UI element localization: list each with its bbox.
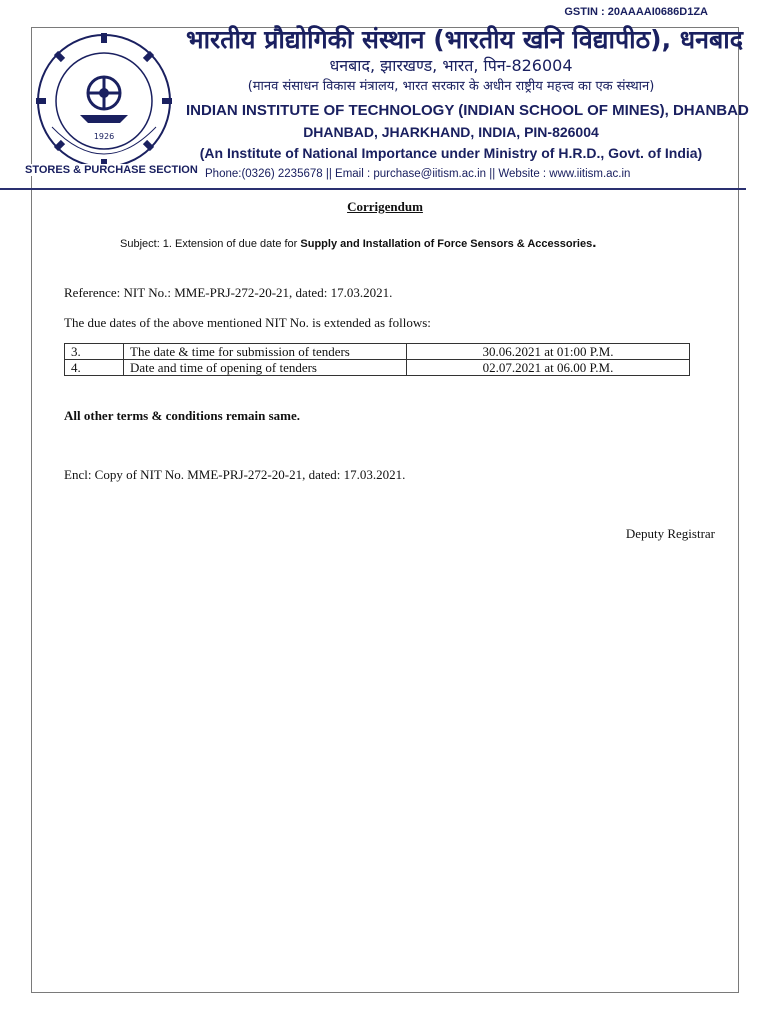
header-divider (0, 188, 746, 190)
institute-seal-icon (34, 31, 174, 171)
section-label: STORES & PURCHASE SECTION (25, 164, 202, 176)
institute-subtitle-hindi: (मानव संसाधन विकास मंत्रालय, भारत सरकार के अधीन राष्ट्रीय महत्त्व का एक संस्थान) (247, 79, 655, 94)
row-item: The date & time for submission of tenders (124, 344, 407, 360)
intro-line: The due dates of the above mentioned NIT No. is extended as follows: (64, 315, 431, 330)
terms-line: All other terms & conditions remain same. (64, 408, 301, 423)
dates-table (64, 343, 690, 376)
row-number: 4. (65, 360, 124, 376)
reference-line: Reference: NIT No.: MME-PRJ-272-20-21, dated: 17.03.2021. (64, 285, 393, 300)
institute-address-english: DHANBAD, JHARKHAND, INDIA, PIN-826004 (303, 124, 599, 140)
subject-prefix: Subject: 1. Extension of due date for (120, 238, 301, 250)
subject-line (120, 234, 596, 251)
gstin-number: GSTIN : 20AAAAI0686D1ZA (564, 6, 708, 18)
subject-title: Supply and Installation of Force Sensors & Accessories (300, 238, 593, 250)
institute-subtitle-english: (An Institute of National Importance under Ministry of H.R.D., Govt. of India) (199, 145, 703, 161)
institute-name-english: INDIAN INSTITUTE OF TECHNOLOGY (INDIAN SCHOOL OF MINES), DHANBAD (186, 102, 749, 119)
institute-address-hindi: धनबाद, झारखण्ड, भारत, पिन-826004 (329, 56, 573, 75)
table-row (65, 344, 690, 360)
row-value: 02.07.2021 at 06.00 P.M. (407, 360, 690, 376)
signatory: Deputy Registrar (625, 526, 715, 541)
enclosure-line: Encl: Copy of NIT No. MME-PRJ-272-20-21, dated: 17.03.2021. (64, 467, 406, 482)
contact-line: Phone:(0326) 2235678 || Email : purchase@iitism.ac.in || Website : www.iitism.ac.in (205, 168, 631, 180)
svg-text:1926: 1926 (93, 132, 115, 141)
row-number: 3. (65, 344, 124, 360)
institute-name-hindi: भारतीय प्रौद्योगिकी संस्थान (भारतीय खनि विद्यापीठ), धनबाद (186, 25, 744, 54)
document-heading: Corrigendum (347, 199, 423, 214)
table-row (65, 360, 690, 376)
row-item: Date and time of opening of tenders (124, 360, 407, 376)
subject-end: . (592, 234, 597, 251)
row-value: 30.06.2021 at 01:00 P.M. (407, 344, 690, 360)
